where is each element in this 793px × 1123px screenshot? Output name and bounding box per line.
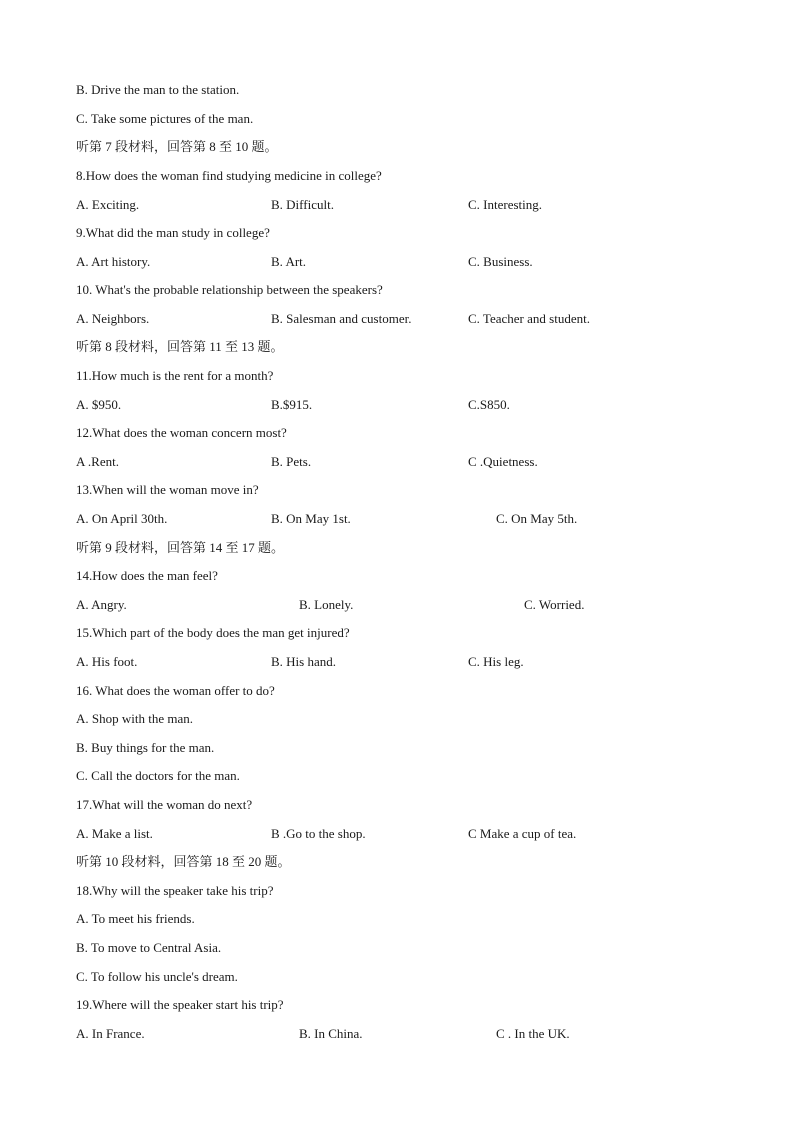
option-line: B. Drive the man to the station. (76, 82, 240, 97)
option-15a: A. His foot. (76, 654, 138, 669)
section-instruction: 听第 9 段材料，回答第 14 至 17 题。 (76, 540, 285, 555)
question-10: 10. What's the probable relationship between the speakers? (76, 282, 383, 297)
option-8c: C. Interesting. (468, 197, 543, 212)
option-line: A. Shop with the man. (76, 711, 193, 726)
option-line: C. Call the doctors for the man. (76, 768, 240, 783)
option-8b: B. Difficult. (271, 197, 334, 212)
question-15: 15.Which part of the body does the man get injured? (76, 625, 350, 640)
option-11a: A. $950. (76, 397, 122, 412)
section-instruction: 听第 10 段材料，回答第 18 至 20 题。 (76, 854, 291, 869)
option-line: C. Take some pictures of the man. (76, 111, 254, 126)
option-15b: B. His hand. (271, 654, 336, 669)
option-12a: A .Rent. (76, 454, 119, 469)
option-10a: A. Neighbors. (76, 311, 150, 326)
option-11c: C.S850. (468, 397, 510, 412)
option-line: B. To move to Central Asia. (76, 940, 222, 955)
question-8: 8.How does the woman find studying medicine in college? (76, 168, 382, 183)
option-8a: A. Exciting. (76, 197, 140, 212)
question-11: 11.How much is the rent for a month? (76, 368, 274, 383)
option-12c: C .Quietness. (468, 454, 538, 469)
option-19b: B. In China. (299, 1026, 363, 1041)
question-13: 13.When will the woman move in? (76, 482, 259, 497)
question-16: 16. What does the woman offer to do? (76, 683, 275, 698)
section-instruction: 听第 8 段材料，回答第 11 至 13 题。 (76, 339, 284, 354)
option-14b: B. Lonely. (299, 597, 354, 612)
option-10c: C. Teacher and student. (468, 311, 590, 326)
question-14: 14.How does the man feel? (76, 568, 218, 583)
option-9a: A. Art history. (76, 254, 151, 269)
option-line: B. Buy things for the man. (76, 740, 215, 755)
question-19: 19.Where will the speaker start his trip? (76, 997, 284, 1012)
option-9c: C. Business. (468, 254, 533, 269)
option-13c: C. On May 5th. (496, 511, 578, 526)
section-instruction: 听第 7 段材料，回答第 8 至 10 题。 (76, 139, 278, 154)
option-13a: A. On April 30th. (76, 511, 168, 526)
question-17: 17.What will the woman do next? (76, 797, 253, 812)
option-17a: A. Make a list. (76, 826, 153, 841)
option-14a: A. Angry. (76, 597, 127, 612)
option-line: C. To follow his uncle's dream. (76, 969, 238, 984)
option-line: A. To meet his friends. (76, 911, 195, 926)
option-14c: C. Worried. (524, 597, 585, 612)
option-12b: B. Pets. (271, 454, 312, 469)
question-18: 18.Why will the speaker take his trip? (76, 883, 274, 898)
question-12: 12.What does the woman concern most? (76, 425, 287, 440)
option-19c: C . In the UK. (496, 1026, 570, 1041)
option-11b: B.$915. (271, 397, 313, 412)
option-17c: C Make a cup of tea. (468, 826, 577, 841)
option-19a: A. In France. (76, 1026, 145, 1041)
option-9b: B. Art. (271, 254, 307, 269)
option-13b: B. On May 1st. (271, 511, 351, 526)
option-17b: B .Go to the shop. (271, 826, 366, 841)
option-10b: B. Salesman and customer. (271, 311, 412, 326)
question-9: 9.What did the man study in college? (76, 225, 270, 240)
option-15c: C. His leg. (468, 654, 524, 669)
